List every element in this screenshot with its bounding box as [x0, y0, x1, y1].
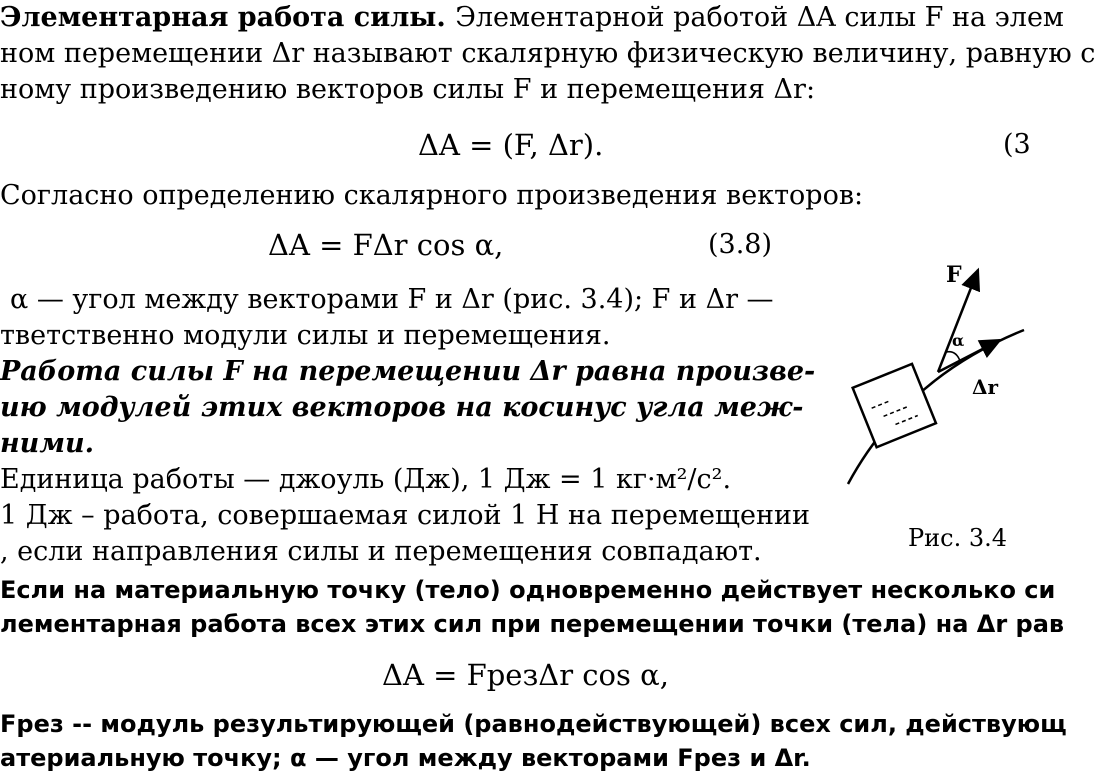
- term-heading: Элементарная работа силы.: [0, 2, 456, 33]
- definition-text: Элементарной работой ΔA силы F на элем: [455, 2, 1064, 33]
- text-line-10: Единица работы — джоуль (Дж), 1 Дж = 1 кг·м²/с².: [0, 464, 732, 495]
- angle-label: α: [952, 331, 965, 350]
- text-line-2: ном перемещении Δr называют скалярную физическую величину, равную с: [0, 38, 1095, 69]
- text-line-3: ному произведению векторов силы F и перемещения Δr:: [0, 74, 816, 105]
- equation-3: ΔA = FрезΔr cos α,: [382, 658, 669, 692]
- text-line-7: Работа силы F на перемещении Δr равна произве-: [0, 356, 816, 387]
- equation-2: ΔA = FΔr cos α,: [268, 228, 504, 262]
- body-block: [853, 364, 936, 447]
- angle-arc: [946, 352, 960, 361]
- text-line-6: тветственно модули силы и перемещения.: [0, 320, 611, 351]
- text-line-16: атериальную точку; α — угол между векторами Fрез и Δr.: [0, 744, 811, 772]
- figure-caption: Рис. 3.4: [908, 524, 1008, 552]
- text-line-4: Согласно определению скалярного произведения векторов:: [0, 180, 864, 211]
- text-line-9: ними.: [0, 428, 95, 459]
- force-label: F: [946, 262, 962, 288]
- text-line-5: α — угол между векторами F и Δr (рис. 3.4); F и Δr —: [10, 284, 774, 315]
- text-line-15: Fрез -- модуль результирующей (равнодействующей) всех сил, действующ: [0, 710, 1067, 738]
- displacement-label: Δr: [972, 375, 999, 399]
- text-line-12: , если направления силы и перемещения совпадают.: [0, 536, 762, 567]
- displacement-vector: [938, 340, 1000, 372]
- text-line-14: лементарная работа всех этих сил при перемещении точки (тела) на Δr рав: [0, 610, 1065, 638]
- equation-2-number: (3.8): [708, 229, 773, 260]
- equation-1-number: (3: [1003, 129, 1031, 160]
- text-line-13: Если на материальную точку (тело) одновременно действует несколько си: [0, 576, 1056, 604]
- equation-1: ΔA = (F, Δr).: [418, 128, 604, 162]
- text-line-8: ию модулей этих векторов на косинус угла меж-: [0, 392, 804, 423]
- text-line-11: 1 Дж – работа, совершаемая силой 1 Н на перемещении: [0, 500, 810, 531]
